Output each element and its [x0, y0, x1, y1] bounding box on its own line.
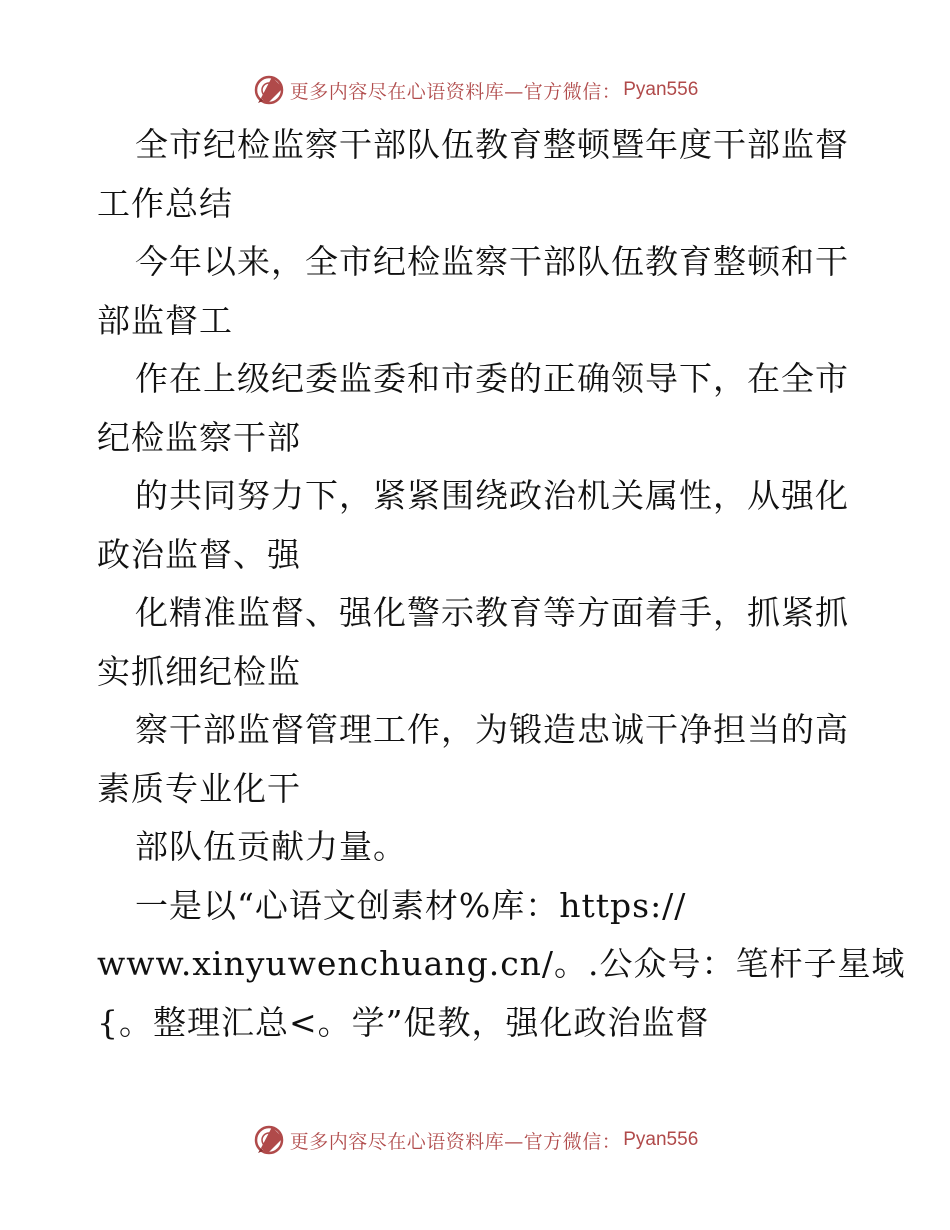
- paragraph-line: 纪检监察干部: [97, 417, 301, 457]
- watermark-text: 更多内容尽在心语资料库—官方微信：: [289, 1130, 622, 1153]
- pen-logo-icon: [252, 1123, 286, 1157]
- watermark-wechat-id: Pyan556: [623, 79, 699, 100]
- watermark-wechat-id: Pyan556: [623, 1129, 699, 1150]
- paragraph-line: 部监督工: [97, 300, 233, 340]
- paragraph-line: 实抓细纪检监: [97, 651, 301, 691]
- watermark-text: 更多内容尽在心语资料库—官方微信：: [289, 80, 622, 103]
- paragraph-line: {。整理汇总<。学”促教，强化政治监督: [97, 1002, 710, 1042]
- paragraph-line: 察干部监督管理工作，为锻造忠诚干净担当的高: [135, 710, 849, 749]
- watermark-banner-top: [0, 70, 950, 110]
- paragraph-line: 政治监督、强: [97, 534, 301, 574]
- paragraph-line: 今年以来，全市纪检监察干部队伍教育整顿和干: [135, 242, 849, 281]
- paragraph-line: 的共同努力下，紧紧围绕政治机关属性，从强化: [135, 476, 849, 515]
- document-title-line-2: 工作总结: [97, 183, 233, 223]
- paragraph-line: 素质专业化干: [97, 768, 301, 808]
- document-body: [97, 116, 906, 1052]
- paragraph-line: 一是以“心语文创素材%库：https://: [135, 885, 687, 925]
- paragraph-line: 部队伍贡献力量。: [135, 827, 407, 866]
- paragraph-line: www.xinyuwenchuang.cn/。.公众号：笔杆子星域: [97, 944, 906, 983]
- pen-logo-icon: [252, 73, 286, 107]
- paragraph-line: 作在上级纪委监委和市委的正确领导下，在全市: [135, 359, 849, 398]
- document-title-line-1: 全市纪检监察干部队伍教育整顿暨年度干部监督: [135, 125, 849, 164]
- watermark-banner-bottom: [0, 1120, 950, 1160]
- paragraph-line: 化精准监督、强化警示教育等方面着手，抓紧抓: [135, 593, 849, 632]
